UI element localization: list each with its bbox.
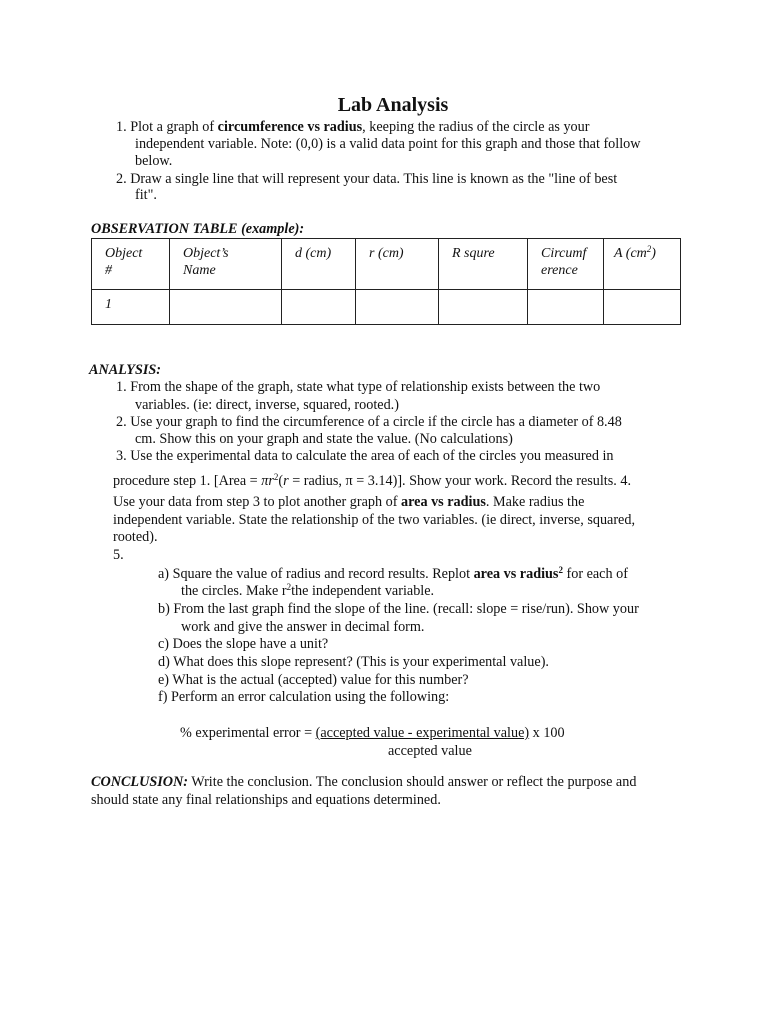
- header-diameter: d (cm): [282, 239, 356, 290]
- analysis-item-a-line-1: [158, 566, 628, 583]
- analysis-line-1: 1. From the shape of the graph, state what type of relationship exists between the two: [116, 379, 601, 395]
- analysis-line-4: cm. Show this on your graph and state the value. (No calculations): [135, 431, 513, 447]
- conclusion-heading: CONCLUSION:: [91, 774, 188, 790]
- intro-item-2-number: 2.: [116, 171, 127, 187]
- intro-item-1-line-3: below.: [135, 153, 173, 169]
- header-circumference: [528, 239, 604, 290]
- header-r-square: R squre: [439, 239, 528, 290]
- header-object-number: [92, 239, 170, 290]
- analysis-item-b-line-2: work and give the answer in decimal form.: [181, 619, 425, 635]
- area-formula-text: procedure step 1. [Area =: [113, 473, 262, 489]
- header-name-line-2: Name: [183, 263, 216, 278]
- area-formula-paren: (: [278, 473, 284, 489]
- header-area-exponent: 2: [646, 244, 652, 254]
- intro-item-1-line-1: [116, 119, 589, 136]
- intro-item-1-line-2: independent variable. Note: (0,0) is a valid data point for this graph and those that follow: [135, 136, 641, 152]
- analysis-line-5: 3. Use the experimental data to calculate the area of each of the circles you measured in: [116, 448, 614, 464]
- intro-item-2-line-2: fit".: [135, 187, 157, 203]
- area-formula-r: r: [283, 473, 289, 489]
- step-4-text: Use your data from step 3 to plot another graph of: [113, 494, 398, 510]
- analysis-line-8: independent variable. State the relationship of the two variables. (ie direct, inverse, squared,: [113, 512, 635, 528]
- error-formula-numerator: (accepted value - experimental value): [315, 725, 530, 741]
- item-a-exponent: 2: [558, 565, 563, 575]
- header-name-line-1: Object’s: [183, 246, 229, 261]
- page-title: Lab Analysis: [337, 94, 449, 116]
- area-formula-exponent: 2: [273, 472, 279, 482]
- item-a2-text: the circles. Make r: [181, 583, 287, 599]
- header-object-line-2: #: [105, 263, 112, 278]
- intro-item-2-text: Draw a single line that will represent your data. This line is known as the "line of best: [130, 171, 618, 187]
- header-object-line-1: Object: [105, 246, 143, 261]
- conclusion-text: Write the conclusion. The conclusion should answer or reflect the purpose and: [187, 774, 637, 790]
- analysis-item-f: f) Perform an error calculation using the following:: [158, 689, 450, 705]
- cell-empty: [439, 290, 528, 325]
- item-a2-text-end: the independent variable.: [291, 583, 435, 599]
- table-row: [92, 290, 681, 325]
- header-circumference-line-2: erence: [541, 263, 578, 278]
- header-object-name: [170, 239, 282, 290]
- analysis-item-a-line-2: [181, 583, 434, 600]
- intro-item-1-text: Plot a graph of: [130, 119, 215, 135]
- error-formula-multiplier: x 100: [529, 725, 565, 741]
- analysis-item-d: d) What does this slope represent? (This is your experimental value).: [158, 654, 549, 670]
- analysis-line-3: 2. Use your graph to find the circumference of a circle if the circle has a diameter of 8.48: [116, 414, 622, 430]
- observation-table: [91, 238, 681, 325]
- analysis-line-7: [113, 494, 584, 511]
- item-a-text: a) Square the value of radius and record results. Replot: [158, 566, 471, 582]
- intro-item-1-text-end: , keeping the radius of the circle as your: [362, 119, 590, 135]
- error-formula-label: % experimental error =: [180, 725, 316, 741]
- item-a-text-end: for each of: [562, 566, 628, 582]
- item-a-bold: area vs radius: [473, 566, 559, 582]
- header-area-close: ): [651, 246, 656, 261]
- analysis-item-b-line-1: b) From the last graph find the slope of the line. (recall: slope = rise/run). Show your: [158, 601, 639, 617]
- error-formula-numerator-line: [180, 725, 565, 742]
- cell-object-number: 1: [92, 290, 170, 325]
- analysis-line-10: 5.: [113, 547, 124, 563]
- cell-empty: [282, 290, 356, 325]
- intro-item-1-bold: circumference vs radius: [217, 119, 363, 135]
- cell-empty: [170, 290, 282, 325]
- item-a2-exponent: 2: [286, 582, 292, 592]
- analysis-item-e: e) What is the actual (accepted) value for this number?: [158, 672, 469, 688]
- intro-item-1-number: 1.: [116, 119, 127, 135]
- error-formula-denominator: accepted value: [388, 743, 472, 759]
- table-header-row: [92, 239, 681, 290]
- header-circumference-line-1: Circumf: [541, 246, 587, 261]
- analysis-line-9: rooted).: [113, 529, 158, 545]
- area-formula-rest: = radius, π = 3.14)]. Show your work. Record the results. 4.: [288, 473, 631, 489]
- cell-empty: [528, 290, 604, 325]
- header-area: [604, 239, 681, 290]
- header-area-text: A (cm: [614, 246, 647, 261]
- area-formula-pi-r: πr: [261, 473, 274, 489]
- step-4-bold: area vs radius: [401, 494, 486, 510]
- cell-empty: [356, 290, 439, 325]
- header-radius: r (cm): [356, 239, 439, 290]
- intro-item-2-line-1: [116, 171, 617, 188]
- observation-heading: OBSERVATION TABLE (example):: [91, 221, 305, 237]
- conclusion-line-1: [91, 774, 636, 791]
- step-4-text-end: . Make radius the: [485, 494, 585, 510]
- analysis-item-c: c) Does the slope have a unit?: [158, 636, 329, 652]
- analysis-heading: ANALYSIS:: [89, 362, 162, 378]
- conclusion-line-2: should state any final relationships and equations determined.: [91, 792, 441, 808]
- cell-empty: [604, 290, 681, 325]
- analysis-line-6: [113, 473, 631, 490]
- analysis-line-2: variables. (ie: direct, inverse, squared, rooted.): [135, 397, 399, 413]
